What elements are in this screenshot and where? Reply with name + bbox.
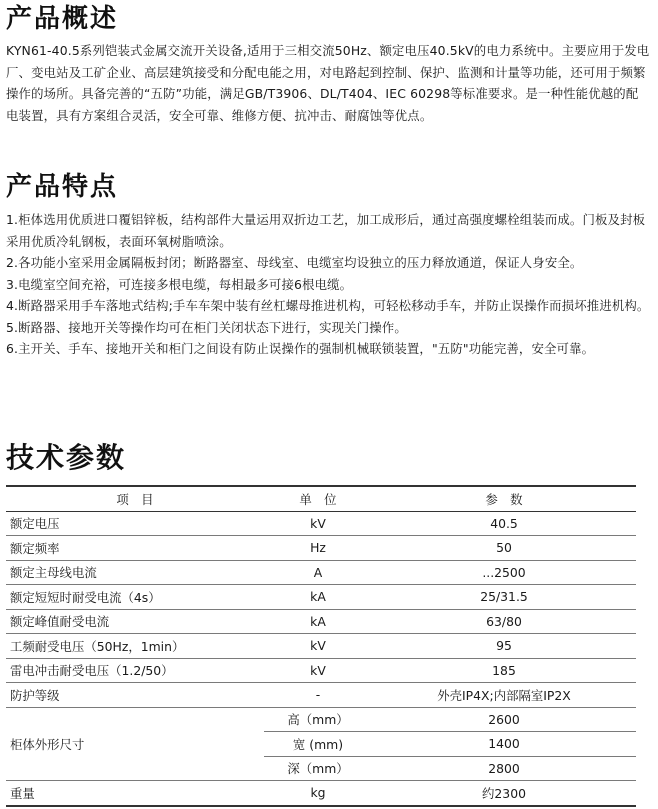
table-row <box>6 781 636 806</box>
row-item: 防护等级 <box>6 683 264 708</box>
row-unit: 深（mm） <box>264 756 372 781</box>
row-item: 额定峰值耐受电流 <box>6 609 264 634</box>
row-unit: 高（mm） <box>264 707 372 732</box>
row-value: 95 <box>372 634 636 659</box>
row-item: 额定电压 <box>6 511 264 536</box>
table-row <box>6 683 636 708</box>
row-unit: kV <box>264 634 372 659</box>
table-row <box>6 634 636 659</box>
table-row <box>6 707 636 732</box>
dimensions-label: 柜体外形尺寸 <box>6 707 264 781</box>
row-value: 40.5 <box>372 511 636 536</box>
table-row <box>6 511 636 536</box>
row-unit: Hz <box>264 536 372 561</box>
features-list <box>6 209 650 360</box>
row-unit: - <box>264 683 372 708</box>
specs-table <box>6 485 636 807</box>
header-unit: 单 位 <box>264 486 372 511</box>
row-value: ...2500 <box>372 560 636 585</box>
feature-item: 6.主开关、手车、接地开关和柜门之间设有防止误操作的强制机械联锁装置，"五防"功能完善，安全可靠。 <box>6 341 595 356</box>
row-unit: kA <box>264 585 372 610</box>
table-row <box>6 585 636 610</box>
row-unit: kA <box>264 609 372 634</box>
row-unit: 宽 (mm) <box>264 732 372 757</box>
row-unit: kg <box>264 781 372 806</box>
header-value: 参 数 <box>372 486 636 511</box>
features-title: 产品特点 <box>6 172 119 202</box>
row-item: 额定主母线电流 <box>6 560 264 585</box>
row-item: 工频耐受电压（50Hz，1min） <box>6 634 264 659</box>
row-unit: kV <box>264 658 372 683</box>
table-row <box>6 560 636 585</box>
row-item: 雷电冲击耐受电压（1.2/50） <box>6 658 264 683</box>
feature-item: 3.电缆室空间充裕，可连接多根电缆，每相最多可接6根电缆。 <box>6 276 353 292</box>
overview-title: 产品概述 <box>6 4 119 34</box>
row-value: 25/31.5 <box>372 585 636 610</box>
row-unit: A <box>264 560 372 585</box>
table-row <box>6 658 636 683</box>
row-value: 约2300 <box>372 781 636 806</box>
row-value: 63/80 <box>372 609 636 634</box>
row-value: 185 <box>372 658 636 683</box>
row-unit: kV <box>264 511 372 536</box>
feature-item: 2.各功能小室采用金属隔板封闭；断路器室、母线室、电缆室均设独立的压力释放通道，保证人身安全。 <box>6 255 583 270</box>
row-value: 2600 <box>372 707 636 732</box>
row-value: 1400 <box>372 732 636 757</box>
row-value: 50 <box>372 536 636 561</box>
table-row <box>6 609 636 634</box>
table-row <box>6 536 636 561</box>
feature-item: 5.断路器、接地开关等操作均可在柜门关闭状态下进行，实现关门操作。 <box>6 319 407 335</box>
overview-text: KYN61-40.5系列铠装式金属交流开关设备,适用于三相交流50Hz、额定电压40.5kV的电力系统中。主要应用于发电厂、变电站及工矿企业、高层建筑接受和分配电能之用，对电路起到控制、保护、监测和计量等功能，还可用于频繁操作的场所。具备完善的“五防”功能，满足GB/T3906、DL/T404、IEC 60298等标准要求。是一种性能优越的配电装置，具有方案组合灵活，安全可靠、维修方便、抗冲击、耐腐蚀等优点。 <box>6 43 650 123</box>
specs-title: 技术参数 <box>6 441 127 474</box>
feature-item: 1.柜体选用优质进口覆铝锌板，结构部件大量运用双折边工艺，加工成形后，通过高强度螺栓组装而成。门板及封板采用优质冷轧钢板，表面环氧树脂喷涂。 <box>6 212 646 249</box>
row-item: 额定短短时耐受电流（4s） <box>6 585 264 610</box>
row-item: 额定频率 <box>6 536 264 561</box>
row-value: 外壳IP4X;内部隔室IP2X <box>372 683 636 708</box>
feature-item: 4.断路器采用手车落地式结构;手车车架中装有丝杠螺母推进机构，可轻松移动手车，并防止误操作而损坏推进机构。 <box>6 298 650 313</box>
header-item: 项 目 <box>6 486 264 511</box>
row-item: 重量 <box>6 781 264 806</box>
table-header-row <box>6 486 636 511</box>
row-value: 2800 <box>372 756 636 781</box>
